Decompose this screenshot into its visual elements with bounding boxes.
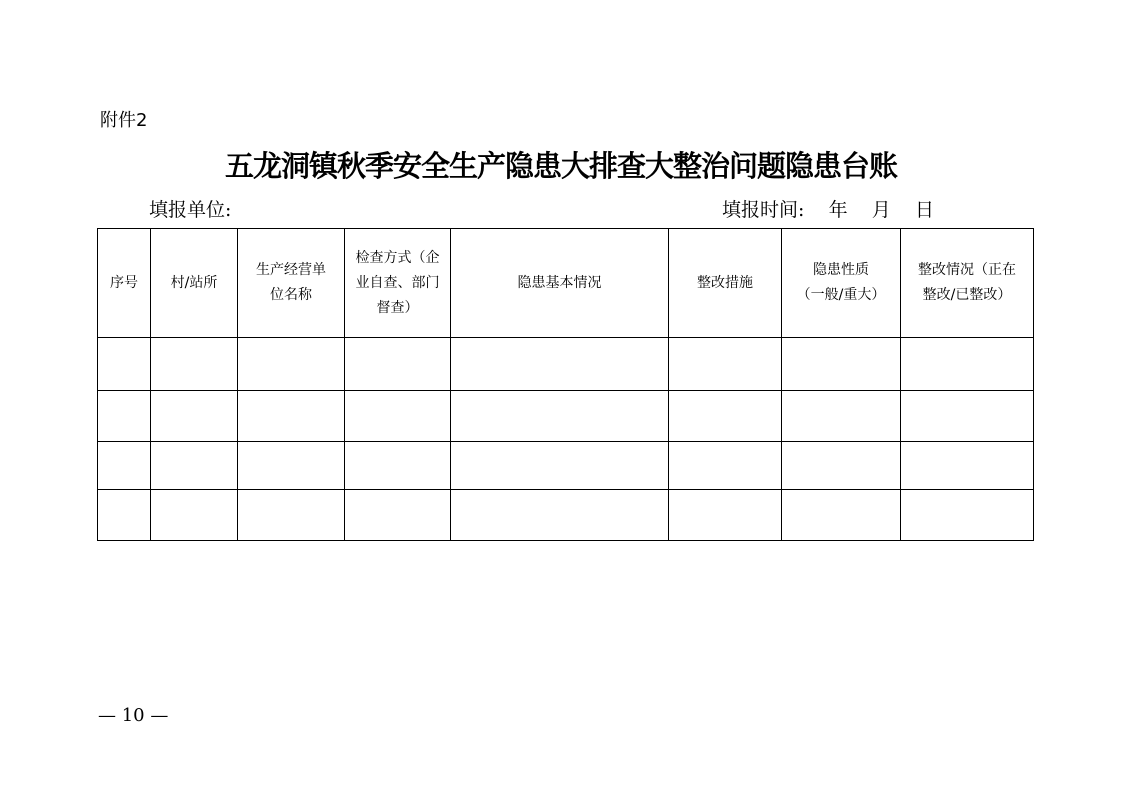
table-cell: [451, 391, 669, 442]
month-label: 月: [871, 199, 891, 221]
table-cell: [451, 442, 669, 490]
hazard-ledger-table: [97, 228, 1034, 541]
table-cell: [451, 490, 669, 541]
table-cell: [345, 442, 451, 490]
attachment-label: 附件2: [100, 110, 148, 131]
header-serial-number: 序号: [98, 229, 151, 338]
table-cell: [901, 490, 1034, 541]
table-cell: [345, 338, 451, 391]
table-cell: [151, 391, 238, 442]
table-cell: [782, 490, 901, 541]
header-hazard-details: 隐患基本情况: [451, 229, 669, 338]
table-header-row: [98, 229, 1034, 338]
table-cell: [901, 442, 1034, 490]
header-business-name: 生产经营单 位名称: [238, 229, 345, 338]
fill-unit-label: 填报单位:: [149, 199, 232, 221]
table-cell: [669, 490, 782, 541]
table-cell: [669, 442, 782, 490]
table-cell: [98, 338, 151, 391]
table-cell: [238, 338, 345, 391]
table-cell: [345, 391, 451, 442]
table-row: [98, 490, 1034, 541]
fill-time-line: [722, 197, 934, 223]
table-cell: [238, 391, 345, 442]
table-row: [98, 338, 1034, 391]
table-cell: [151, 338, 238, 391]
day-label: 日: [914, 199, 934, 221]
table-cell: [238, 490, 345, 541]
table-cell: [98, 391, 151, 442]
table-cell: [782, 338, 901, 391]
table-cell: [98, 490, 151, 541]
table-cell: [238, 442, 345, 490]
table-cell: [451, 338, 669, 391]
page-title: 五龙洞镇秋季安全生产隐患大排查大整治问题隐患台账: [224, 149, 897, 183]
table-cell: [345, 490, 451, 541]
header-village-station: 村/站所: [151, 229, 238, 338]
header-rectification-measures: 整改措施: [669, 229, 782, 338]
table-cell: [151, 490, 238, 541]
fill-time-label: 填报时间:: [722, 199, 805, 221]
table-cell: [782, 442, 901, 490]
table-cell: [901, 391, 1034, 442]
table-cell: [98, 442, 151, 490]
year-label: 年: [828, 199, 848, 221]
table-cell: [669, 391, 782, 442]
header-rectification-status: 整改情况（正在 整改/已整改）: [901, 229, 1034, 338]
table-row: [98, 391, 1034, 442]
table-cell: [151, 442, 238, 490]
page-number: — 10 —: [98, 705, 169, 726]
header-hazard-nature: 隐患性质 （一般/重大）: [782, 229, 901, 338]
table-cell: [901, 338, 1034, 391]
header-inspection-method: 检查方式（企 业自查、部门 督查）: [345, 229, 451, 338]
table-cell: [669, 338, 782, 391]
table-row: [98, 442, 1034, 490]
table-cell: [782, 391, 901, 442]
